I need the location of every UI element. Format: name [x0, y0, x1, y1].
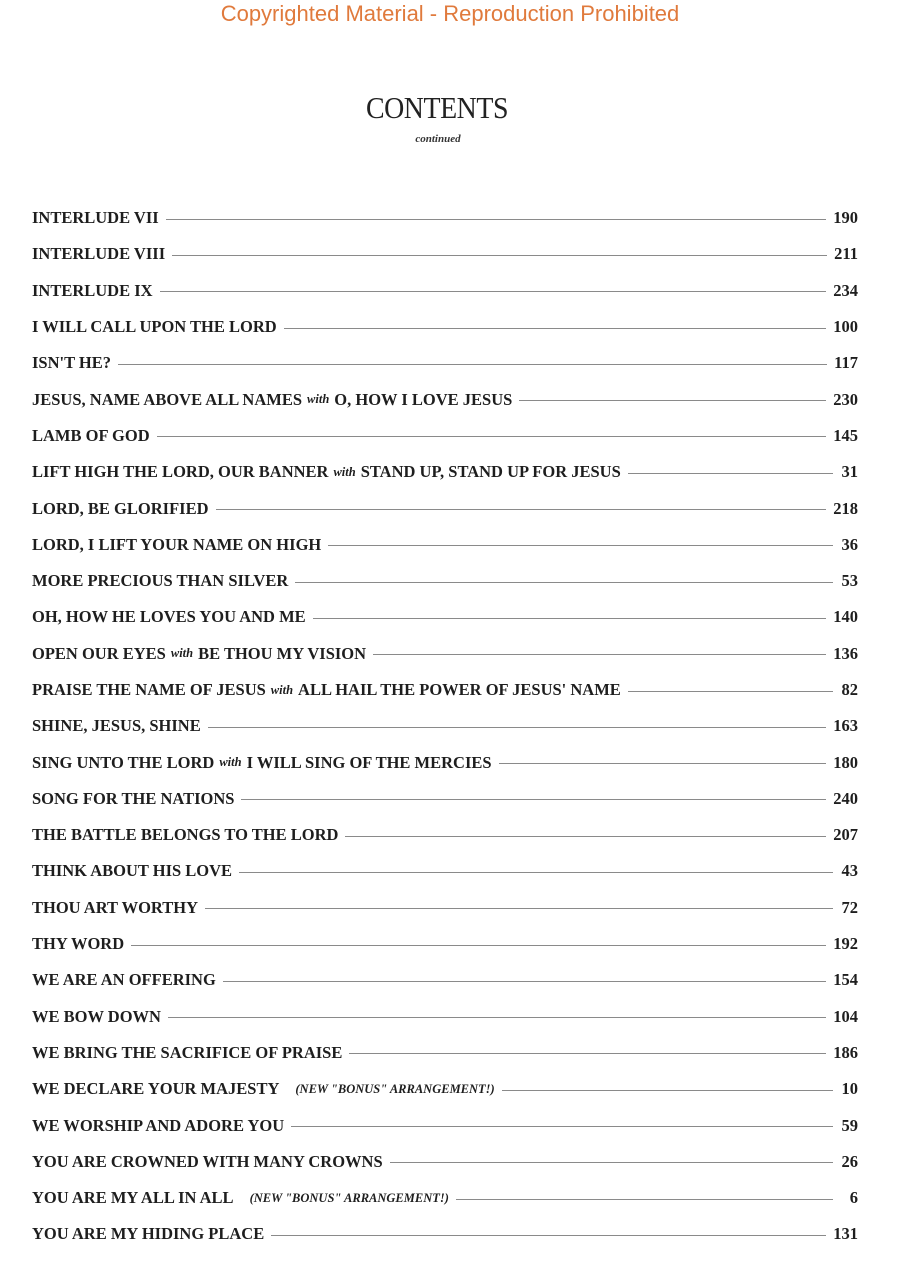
- entry-title: THINK ABOUT HIS LOVE: [32, 861, 233, 881]
- dot-leader: [456, 1199, 833, 1200]
- entry-title: LORD, I LIFT YOUR NAME ON HIGH: [32, 534, 322, 554]
- page-number: 186: [833, 1042, 858, 1062]
- dot-leader: [157, 436, 827, 437]
- dot-leader: [390, 1162, 833, 1163]
- entry-note: (NEW "BONUS" ARRANGEMENT!): [295, 1081, 495, 1096]
- dot-leader: [239, 872, 833, 873]
- entry-with-connector: with: [219, 755, 242, 770]
- entry-title: WE BRING THE SACRIFICE OF PRAISE: [32, 1042, 343, 1062]
- toc-entry: [32, 563, 858, 599]
- toc-entry: [32, 200, 858, 236]
- dot-leader: [499, 763, 827, 764]
- copyright-watermark: Copyrighted Material - Reproduction Prohibited: [220, 1, 680, 26]
- page-number: 154: [833, 970, 858, 990]
- dot-leader: [328, 545, 833, 546]
- toc-entry: [32, 454, 858, 490]
- entry-title: YOU ARE MY HIDING PLACE: [32, 1224, 265, 1244]
- entry-secondary-title: BE THOU MY VISION: [198, 643, 367, 663]
- entry-title: INTERLUDE VII: [32, 208, 159, 228]
- dot-leader: [160, 291, 827, 292]
- entry-title: WE WORSHIP AND ADORE YOU: [32, 1115, 285, 1135]
- page-number: 43: [841, 861, 858, 881]
- entry-title: THE BATTLE BELONGS TO THE LORD: [32, 825, 339, 845]
- page-number: 131: [833, 1224, 858, 1244]
- toc-entry: [32, 1144, 858, 1180]
- toc-entry: [32, 708, 858, 744]
- toc-entry: [32, 1107, 858, 1143]
- dot-leader: [208, 727, 827, 728]
- toc-entry: [32, 309, 858, 345]
- entry-title: ISN'T HE?: [32, 353, 112, 373]
- page-number: 31: [841, 462, 858, 482]
- toc-entry: [32, 1216, 858, 1252]
- page-number: 36: [841, 534, 858, 554]
- page-number: 211: [834, 244, 858, 264]
- entry-title: OPEN OUR EYES: [32, 643, 166, 663]
- dot-leader: [519, 400, 826, 401]
- dot-leader: [284, 328, 827, 329]
- dot-leader: [291, 1126, 833, 1127]
- page-number: 117: [834, 353, 858, 373]
- toc-entry: [32, 926, 858, 962]
- dot-leader: [172, 255, 827, 256]
- page-number: 10: [841, 1079, 858, 1099]
- page-number: 163: [833, 716, 858, 736]
- entry-secondary-title: STAND UP, STAND UP FOR JESUS: [360, 462, 621, 482]
- contents-list: [32, 200, 858, 1253]
- toc-entry: [32, 817, 858, 853]
- page-number: 100: [833, 317, 858, 337]
- page-number: 180: [833, 752, 858, 772]
- page-number: 136: [833, 643, 858, 663]
- page-number: 192: [833, 934, 858, 954]
- dot-leader: [241, 799, 826, 800]
- entry-with-connector: with: [307, 392, 330, 407]
- entry-title: INTERLUDE IX: [32, 280, 153, 300]
- page-number: 230: [833, 389, 858, 409]
- toc-entry: [32, 236, 858, 272]
- dot-leader: [118, 364, 827, 365]
- page-subtitle: continued: [415, 133, 461, 145]
- dot-leader: [131, 945, 826, 946]
- dot-leader: [271, 1235, 826, 1236]
- toc-entry: [32, 418, 858, 454]
- toc-entry: [32, 1071, 858, 1107]
- dot-leader: [628, 691, 833, 692]
- toc-entry: [32, 672, 858, 708]
- entry-title: THOU ART WORTHY: [32, 897, 199, 917]
- page-number: 218: [833, 498, 858, 518]
- page-number: 82: [841, 680, 858, 699]
- entry-title: JESUS, NAME ABOVE ALL NAMES: [32, 389, 303, 409]
- entry-with-connector: with: [270, 682, 294, 697]
- dot-leader: [295, 582, 833, 583]
- dot-leader: [373, 654, 826, 655]
- entry-note: (NEW "BONUS" ARRANGEMENT!): [249, 1190, 449, 1205]
- page-number: 72: [841, 897, 858, 917]
- toc-entry: [32, 962, 858, 998]
- dot-leader: [502, 1090, 833, 1091]
- entry-with-connector: with: [170, 646, 194, 661]
- page-number: 59: [841, 1115, 858, 1135]
- dot-leader: [628, 473, 833, 474]
- dot-leader: [168, 1017, 826, 1018]
- entry-title: WE BOW DOWN: [32, 1006, 161, 1026]
- toc-entry: [32, 1180, 858, 1216]
- toc-entry: [32, 273, 858, 309]
- entry-title: LIFT HIGH THE LORD, OUR BANNER: [32, 462, 329, 482]
- dot-leader: [216, 509, 827, 510]
- toc-entry: [32, 853, 858, 889]
- entry-title: PRAISE THE NAME OF JESUS: [32, 680, 266, 699]
- toc-entry: [32, 744, 858, 780]
- entry-title: I WILL CALL UPON THE LORD: [32, 317, 277, 337]
- dot-leader: [313, 618, 827, 619]
- dot-leader: [345, 836, 826, 837]
- page-number: 240: [833, 788, 858, 808]
- toc-entry: [32, 599, 858, 635]
- toc-entry: [32, 890, 858, 926]
- toc-entry: [32, 1035, 858, 1071]
- page-title: CONTENTS: [365, 90, 509, 125]
- toc-entry: [32, 636, 858, 672]
- entry-title: WE DECLARE YOUR MAJESTY: [32, 1079, 280, 1099]
- page-number: 53: [841, 571, 858, 591]
- entry-title: SING UNTO THE LORD: [32, 752, 215, 772]
- entry-secondary-title: ALL HAIL THE POWER OF JESUS' NAME: [298, 680, 621, 699]
- entry-title: INTERLUDE VIII: [32, 244, 166, 264]
- page-number: 190: [833, 208, 858, 228]
- entry-title: YOU ARE CROWNED WITH MANY CROWNS: [32, 1151, 383, 1171]
- entry-title: OH, HOW HE LOVES YOU AND ME: [32, 607, 306, 627]
- toc-entry: [32, 999, 858, 1035]
- toc-entry: [32, 345, 858, 381]
- page-number: 140: [833, 607, 858, 627]
- page-number: 145: [833, 425, 858, 445]
- page-number: 207: [833, 825, 858, 845]
- entry-with-connector: with: [333, 464, 356, 479]
- dot-leader: [205, 908, 833, 909]
- entry-title: YOU ARE MY ALL IN ALL: [32, 1188, 234, 1208]
- dot-leader: [349, 1053, 826, 1054]
- entry-title: THY WORD: [32, 934, 125, 954]
- page-number: 104: [833, 1006, 858, 1026]
- page-number: 6: [849, 1188, 858, 1208]
- dot-leader: [223, 981, 826, 982]
- toc-entry: [32, 381, 858, 417]
- toc-entry: [32, 781, 858, 817]
- entry-title: WE ARE AN OFFERING: [32, 970, 216, 990]
- entry-secondary-title: O, HOW I LOVE JESUS: [334, 389, 513, 409]
- page-number: 26: [841, 1151, 858, 1171]
- entry-secondary-title: I WILL SING OF THE MERCIES: [246, 752, 492, 772]
- toc-entry: [32, 490, 858, 526]
- toc-entry: [32, 527, 858, 563]
- page-number: 234: [833, 280, 858, 300]
- dot-leader: [166, 219, 827, 220]
- entry-title: SONG FOR THE NATIONS: [32, 788, 235, 808]
- entry-title: SHINE, JESUS, SHINE: [32, 716, 201, 736]
- entry-title: LORD, BE GLORIFIED: [32, 498, 209, 518]
- entry-title: MORE PRECIOUS THAN SILVER: [32, 571, 289, 591]
- entry-title: LAMB OF GOD: [32, 425, 150, 445]
